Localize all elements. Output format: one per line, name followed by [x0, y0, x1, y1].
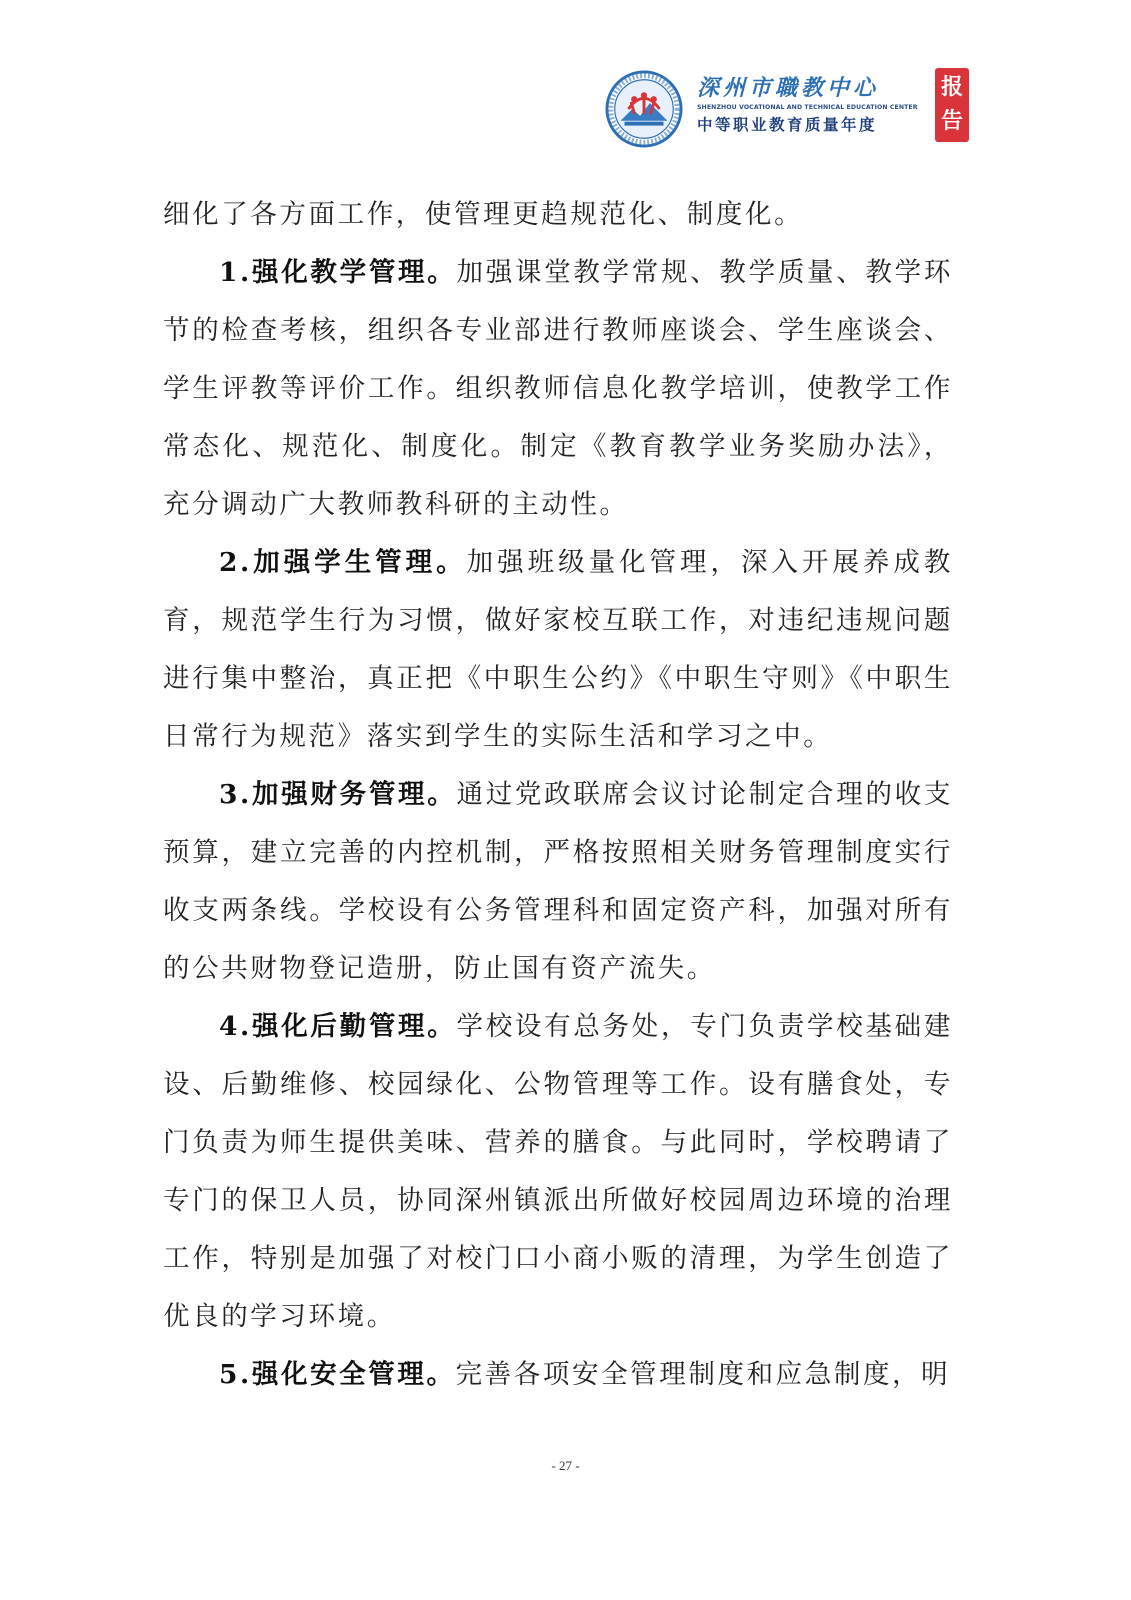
- section-text: 加强班级量化管理，深入开展养成教育，规范学生行为习惯，做好家校互联工作，对违纪违规问题进行集中整治，真正把《中职生公约》《中职生守则》《中职生日常行为规范》落实到学生的实际生活和学习之中。: [163, 547, 953, 752]
- organization-name: 深州市職教中心: [697, 76, 880, 101]
- section-text: 加强课堂教学常规、教学质量、教学环节的检查考核，组织各专业部进行教师座谈会、学生座谈会、学生评教等评价工作。组织教师信息化教学培训，使教学工作常态化、规范化、制度化。制定《教育教学业务奖励办法》，充分调动广大教师教科研的主动性。: [163, 257, 953, 520]
- section-heading: 3.加强财务管理。: [219, 779, 457, 810]
- section-finance-management: [163, 766, 953, 998]
- header-names: [697, 76, 927, 136]
- document-body: [163, 186, 953, 1404]
- section-heading: 4.强化后勤管理。: [219, 1011, 457, 1042]
- page-number: - 27 -: [551, 1458, 580, 1473]
- page-header: [605, 66, 975, 148]
- organization-name-english: SHENZHOU VOCATIONAL AND TECHNICAL EDUCATION CENTER: [697, 104, 918, 111]
- section-text: 通过党政联席会议讨论制定合理的收支预算，建立完善的内控机制，严格按照相关财务管理制度实行收支两条线。学校设有公务管理科和固定资产科，加强对所有的公共财物登记造册，防止国有资产流失。: [163, 779, 953, 984]
- section-safety-management: [163, 1346, 953, 1404]
- section-logistics-management: [163, 998, 953, 1346]
- intro-paragraph: 细化了各方面工作，使管理更趋规范化、制度化。: [163, 199, 804, 230]
- section-text: 完善各项安全管理制度和应急制度，明: [455, 1359, 951, 1390]
- report-badge-char-1: 报: [940, 75, 963, 100]
- report-badge: [935, 68, 969, 142]
- section-student-management: [163, 534, 953, 766]
- report-badge-char-2: 告: [940, 109, 963, 134]
- section-heading: 2.加强学生管理。: [219, 547, 467, 578]
- section-text: 学校设有总务处，专门负责学校基础建设、后勤维修、校园绿化、公物管理等工作。设有膳食处，专门负责为师生提供美味、营养的膳食。与此同时，学校聘请了专门的保卫人员，协同深州镇派出所做好校园周边环境的治理工作，特别是加强了对校门口小商小贩的清理，为学生创造了优良的学习环境。: [163, 1011, 953, 1332]
- school-logo-icon: [605, 70, 683, 148]
- section-heading: 1.强化教学管理。: [219, 257, 457, 288]
- section-heading: 5.强化安全管理。: [219, 1359, 456, 1390]
- section-teaching-management: [163, 244, 953, 534]
- report-title: 中等职业教育质量年度: [697, 116, 878, 134]
